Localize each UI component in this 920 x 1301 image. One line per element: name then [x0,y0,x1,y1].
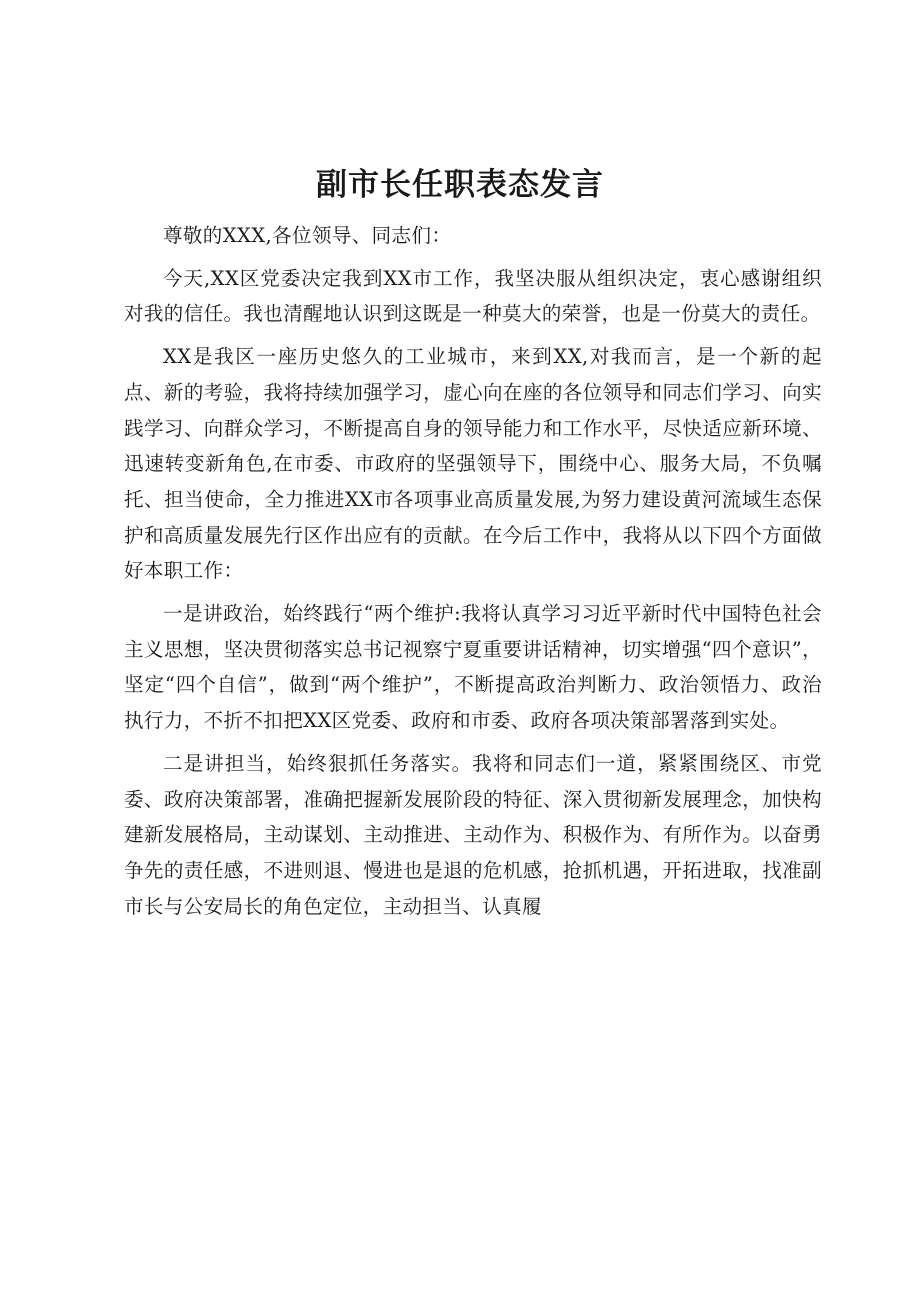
body-paragraph: 今天,XX区党委决定我到XX市工作，我坚决服从组织决定，衷心感谢组织对我的信任。我也清醒地认识到这既是一种莫大的荣誉，也是一份莫大的责任。 [124,266,822,326]
document-title: 副市长任职表态发言 [316,167,604,203]
body-paragraph: 一是讲政治，始终践行“两个维护:我将认真学习习近平新时代中国特色社会主义思想，坚决贯彻落实总书记视察宁夏重要讲话精神，切实增强“四个意识”，坚定“四个自信”，做到“两个维护”，不断提高政治判断力、政治领悟力、政治执行力，不折不扣把XX区党委、政府和市委、政府各项决策部署落到实处。 [124,602,822,733]
document-body [124,218,822,924]
body-paragraph: XX是我区一座历史悠久的工业城市，来到XX,对我而言，是一个新的起点、新的考验，我将持续加强学习，虚心向在座的各位领导和同志们学习、向实践学习、向群众学习，不断提高自身的领导能力和工作水平，尽快适应新环境、迅速转变新角色,在市委、市政府的坚强领导下，围绕中心、服务大局，不负嘱托、担当使命，全力推进XX市各项事业高质量发展,为努力建设黄河流域生态保护和高质量发展先行区作出应有的贡献。在今后工作中，我将从以下四个方面做好本职工作： [124,345,822,583]
body-paragraph: 二是讲担当，始终狠抓任务落实。我将和同志们一道，紧紧围绕区、市党委、政府决策部署，准确把握新发展阶段的特征、深入贯彻新发展理念，加快构建新发展格局，主动谋划、主动推进、主动作为、积极作为、有所作为。以奋勇争先的责任感，不进则退、慢进也是退的危机感，抢抓机遇，开拓进取，找准副市长与公安局长的角色定位，主动担当、认真履 [124,751,822,918]
salutation-paragraph: 尊敬的XXX,各位领导、同志们： [163,224,452,247]
